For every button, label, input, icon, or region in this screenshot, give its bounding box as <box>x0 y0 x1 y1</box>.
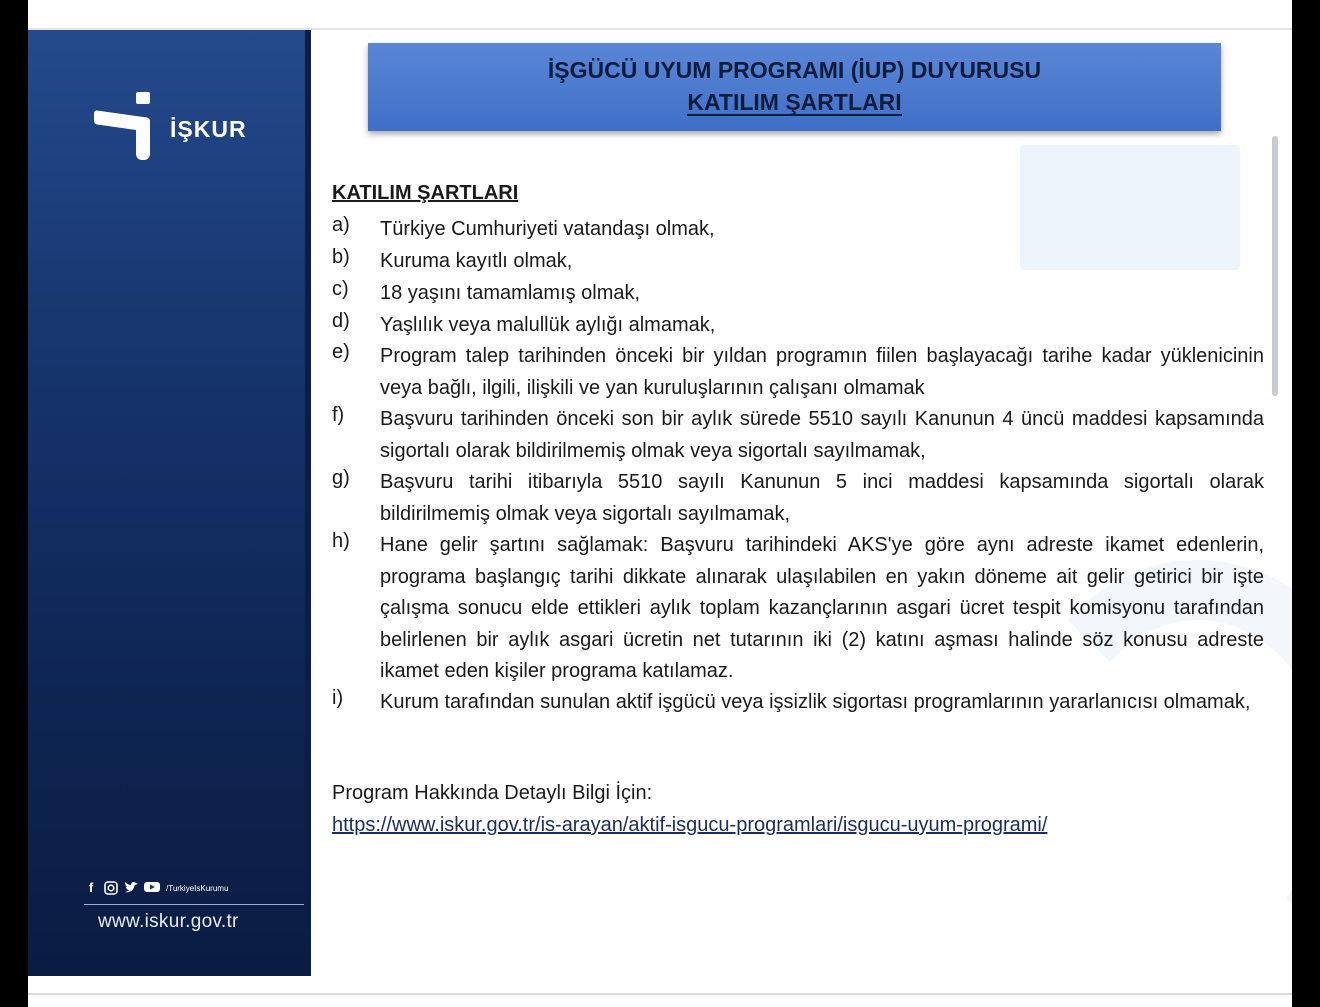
section-title: KATILIM ŞARTLARI <box>332 182 519 204</box>
facebook-icon[interactable]: f <box>88 880 94 895</box>
logo-stem <box>136 120 150 160</box>
scrollbar[interactable] <box>1272 136 1278 396</box>
program-info-link[interactable]: https://www.iskur.gov.tr/is-arayan/aktif-isgucu-programlari/isgucu-uyum-programi/ <box>332 814 1048 836</box>
site-url[interactable]: www.iskur.gov.tr <box>98 911 239 932</box>
list-marker: g) <box>332 467 350 489</box>
list-text: Başvuru tarihinden önceki son bir aylık sürede 5510 sayılı Kanunun 4 üncü maddesi kapsamında sigortalı olarak bildirilmemiş olmak veya sigortalı sayılmamak, <box>380 408 1264 462</box>
sidebar <box>28 30 311 976</box>
twitter-icon[interactable] <box>124 881 138 895</box>
list-text: Program talep tarihinden önceki bir yıldan programın fiilen başlayacağı tarihe kadar yüklenicinin veya bağlı, ilgili, ilişkili ve yan kuruluşlarının çalışanı olmamak <box>380 345 1264 399</box>
list-text: Kurum tarafından sunulan aktif işgücü veya işsizlik sigortası programlarının yararlanıcısı olmamak, <box>380 691 1251 713</box>
list-text: Türkiye Cumhuriyeti vatandaşı olmak, <box>380 218 715 240</box>
list-marker: h) <box>332 530 350 552</box>
list-marker: d) <box>332 310 350 332</box>
announcement-banner <box>368 43 1221 131</box>
list-marker: a) <box>332 214 350 236</box>
youtube-icon[interactable] <box>144 881 158 895</box>
sidebar-edge <box>305 30 311 976</box>
list-marker: i) <box>332 687 344 709</box>
banner-title: İŞGÜCÜ UYUM PROGRAMI (İUP) DUYURUSU <box>547 57 1042 83</box>
social-links <box>84 881 228 895</box>
list-text: Kuruma kayıtlı olmak, <box>380 250 573 272</box>
instagram-icon[interactable] <box>104 881 118 895</box>
list-text: Başvuru tarihi itibarıyla 5510 sayılı Kanunun 5 inci maddesi kapsamında sigortalı olarak bildirilmemiş olmak veya sigortalı sayılmamak, <box>380 471 1264 525</box>
document-frame <box>28 0 1292 1007</box>
logo-text: İŞKUR <box>170 116 247 142</box>
site-divider <box>84 904 304 905</box>
social-handle: /TurkiyeIsKurumu <box>166 883 229 893</box>
info-label: Program Hakkında Detaylı Bilgi İçin: <box>332 782 653 804</box>
list-marker: f) <box>332 404 345 426</box>
list-text: Hane gelir şartını sağlamak: Başvuru tarihindeki AKS'ye göre aynı adreste ikamet edenlerin, programa başlangıç tarihi dikkate alınarak ulaşılabilen en yakın döneme ait gelir getirici bir işte çalışma sonucu elde ettikleri aylık toplam kazançlarının asgari ücret tespit komisyonu tarafından belirlenen bir aylık asgari ücretin net tutarının iki (2) katını aşması halinde söz konusu adreste ikamet eden kişiler programa katılamaz. <box>380 534 1264 682</box>
list-marker: e) <box>332 341 350 363</box>
list-text: 18 yaşını tamamlamış olmak, <box>380 282 641 304</box>
bottom-divider <box>28 993 1292 1007</box>
list-text: Yaşlılık veya malullük aylığı almamak, <box>380 314 716 336</box>
list-marker: b) <box>332 246 350 268</box>
list-marker: c) <box>332 278 349 300</box>
banner-subtitle: KATILIM ŞARTLARI <box>687 89 902 115</box>
logo-dot <box>136 92 150 104</box>
